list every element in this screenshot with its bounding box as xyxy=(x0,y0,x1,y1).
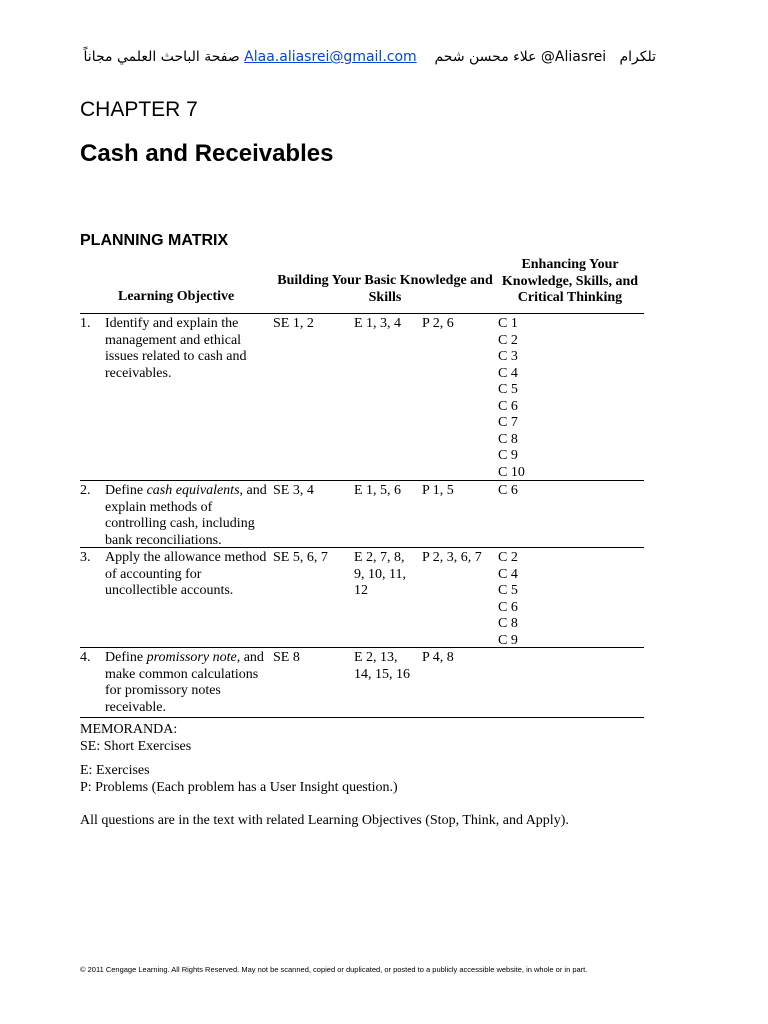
objective-text: Define cash equivalents, and explain methods of controlling cash, including bank reconciliations. xyxy=(105,483,267,548)
all-questions-note: All questions are in the text with related Learning Objectives (Stop, Think, and Apply). xyxy=(80,813,569,828)
case-item: C 10 xyxy=(498,464,525,480)
case-item: C 2 xyxy=(498,550,518,565)
cases xyxy=(498,550,518,649)
case-item: C 6 xyxy=(498,483,518,498)
problems: P 2, 3, 6, 7 xyxy=(422,550,482,565)
case-item: C 5 xyxy=(498,583,518,598)
case-item: C 6 xyxy=(498,599,518,615)
header-learning-objective: Learning Objective xyxy=(118,289,235,304)
header-line xyxy=(80,47,656,67)
objective-text: Identify and explain the management and ethical issues related to cash and receivables. xyxy=(105,316,247,381)
memoranda-se: SE: Short Exercises xyxy=(80,738,192,754)
memoranda xyxy=(80,722,191,755)
objective-number: 2. xyxy=(80,483,91,498)
case-item: C 3 xyxy=(498,349,518,364)
case-item: C 9 xyxy=(498,632,518,648)
objective-number: 3. xyxy=(80,550,91,565)
planning-matrix-table xyxy=(80,256,644,718)
objective-number: 4. xyxy=(80,650,91,665)
exercises: E 1, 3, 4 xyxy=(354,316,402,331)
table-row xyxy=(80,648,644,718)
case-item: C 9 xyxy=(498,448,518,463)
memoranda-heading: MEMORANDA: xyxy=(80,722,178,737)
objective-number: 1. xyxy=(80,316,91,331)
exercises: E 2, 13, 14, 15, 16 xyxy=(354,650,410,682)
short-exercises: SE 3, 4 xyxy=(273,483,314,498)
case-item: C 5 xyxy=(498,382,518,397)
case-item: C 4 xyxy=(498,566,518,582)
term-cash-equivalents: cash equivalents xyxy=(146,483,240,498)
header-telegram-label: تلكرام xyxy=(619,49,656,65)
objective-text: Define promissory note, and make common calculations for promissory notes receivable. xyxy=(105,650,264,715)
case-item: C 6 xyxy=(498,398,518,414)
case-item: C 8 xyxy=(498,431,518,447)
header-enhancing-knowledge: Enhancing Your Knowledge, Skills, and Critical Thinking xyxy=(501,257,639,305)
memoranda-p: P: Problems (Each problem has a User Insight question.) xyxy=(80,779,398,795)
problems: P 1, 5 xyxy=(422,483,454,498)
copyright-footer: © 2011 Cengage Learning. All Rights Reserved. May not be scanned, copied or duplicated, or posted to a publicly accessible website, in whole or in part. xyxy=(80,965,588,974)
problems: P 4, 8 xyxy=(422,650,454,665)
case-item: C 7 xyxy=(498,415,518,430)
case-item: C 2 xyxy=(498,332,518,348)
case-item: C 4 xyxy=(498,365,518,381)
page-title: Cash and Receivables xyxy=(80,140,334,167)
telegram-handle: @Aliasrei xyxy=(540,49,607,65)
table-row xyxy=(80,481,644,548)
term-promissory-note: promissory note xyxy=(146,650,237,665)
exercises: E 1, 5, 6 xyxy=(354,483,402,498)
memoranda-legend xyxy=(80,763,398,796)
objective-text: Apply the allowance method of accounting for uncollectible accounts. xyxy=(105,550,267,598)
section-title: PLANNING MATRIX xyxy=(80,232,229,249)
case-item: C 8 xyxy=(498,616,518,631)
table-row xyxy=(80,314,644,481)
short-exercises: SE 5, 6, 7 xyxy=(273,550,328,565)
table-row xyxy=(80,548,644,648)
problems: P 2, 6 xyxy=(422,316,454,331)
header-arabic-name: علاء محسن شحم xyxy=(434,49,537,65)
short-exercises: SE 1, 2 xyxy=(273,316,314,331)
memoranda-e: E: Exercises xyxy=(80,763,150,778)
email-link[interactable]: Alaa.aliasrei@gmail.com xyxy=(244,49,417,65)
exercises: E 2, 7, 8, 9, 10, 11, 12 xyxy=(354,550,406,598)
header-building-knowledge: Building Your Basic Knowledge and Skills xyxy=(277,273,493,305)
case-item: C 1 xyxy=(498,316,518,331)
table-header xyxy=(80,256,644,314)
cases xyxy=(498,316,525,481)
chapter-label: CHAPTER 7 xyxy=(80,98,198,121)
short-exercises: SE 8 xyxy=(273,650,300,665)
cases xyxy=(498,483,518,500)
header-arabic-title: صفحة الباحث العلمي مجاناً xyxy=(83,49,240,65)
